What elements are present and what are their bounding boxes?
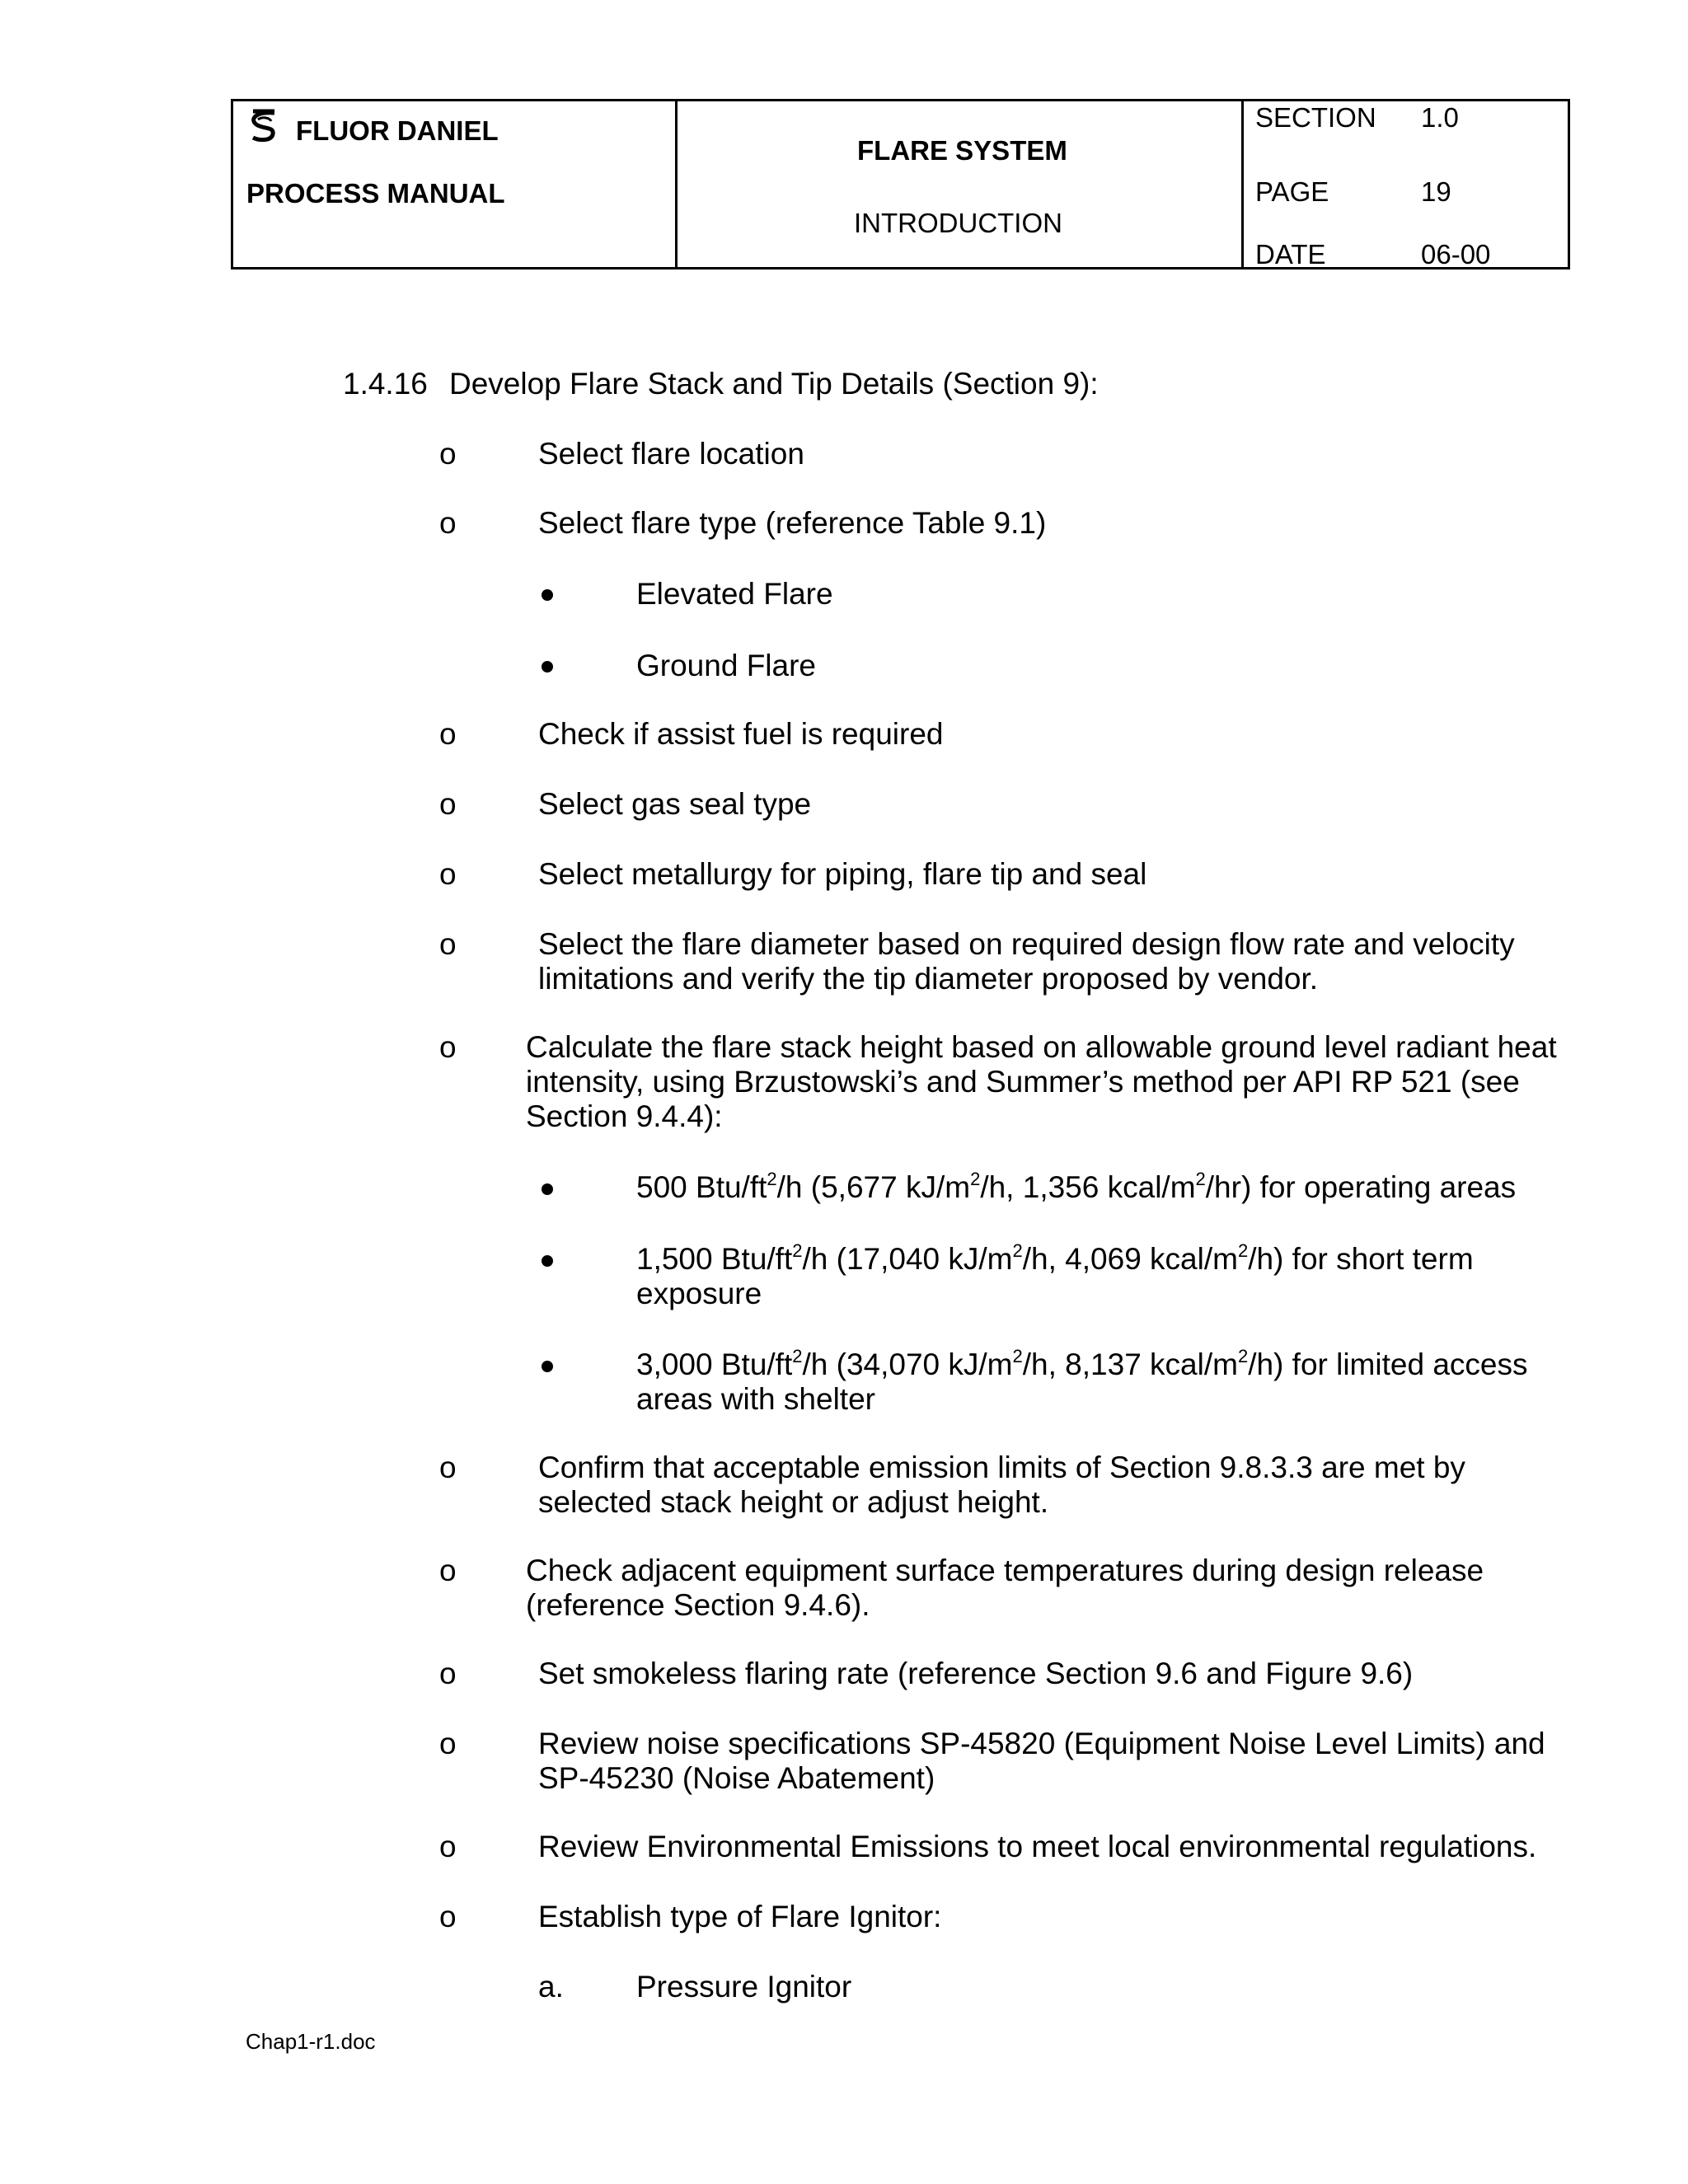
bullet bbox=[542, 661, 553, 673]
superscript: 2 bbox=[1012, 1240, 1023, 1261]
bullet bbox=[542, 1183, 553, 1195]
superscript: 2 bbox=[792, 1345, 803, 1366]
list-item-line: SP-45230 (Noise Abatement) bbox=[538, 1761, 935, 1795]
list-item-line: Review noise specifications SP-45820 (Equipment Noise Level Limits) and bbox=[538, 1727, 1545, 1760]
bullet bbox=[542, 1255, 553, 1267]
date-value: 06-00 bbox=[1421, 239, 1491, 269]
list-marker: o bbox=[439, 1830, 457, 1863]
list-item-line: Confirm that acceptable emission limits of Section 9.8.3.3 are met by bbox=[538, 1451, 1465, 1484]
list-item: Set smokeless flaring rate (reference Section 9.6 and Figure 9.6) bbox=[538, 1657, 1414, 1690]
radiation-text: /h, 4,069 kcal/m bbox=[1022, 1242, 1238, 1276]
sub-item-marker: a. bbox=[538, 1970, 564, 2004]
radiation-text: /h (17,040 kJ/m bbox=[802, 1242, 1013, 1276]
radiation-item bbox=[636, 1242, 1474, 1277]
list-item: Review Environmental Emissions to meet local environmental regulations. bbox=[538, 1830, 1537, 1863]
manual-name: PROCESS MANUAL bbox=[246, 178, 505, 209]
superscript: 2 bbox=[1237, 1240, 1249, 1261]
list-marker: o bbox=[439, 1451, 457, 1484]
list-marker: o bbox=[439, 1727, 457, 1760]
fluor-daniel-logo-icon bbox=[246, 106, 279, 144]
bullet bbox=[542, 589, 553, 601]
superscript: 2 bbox=[1237, 1345, 1249, 1366]
footer-filename: Chap1-r1.doc bbox=[246, 2029, 376, 2054]
list-marker: o bbox=[439, 927, 457, 961]
sub-item: Ground Flare bbox=[636, 649, 816, 682]
company-name: FLUOR DANIEL bbox=[296, 115, 499, 146]
list-marker: o bbox=[439, 787, 457, 821]
list-item: Check if assist fuel is required bbox=[538, 717, 944, 751]
section-number: 1.4.16 bbox=[343, 367, 428, 401]
page-value: 19 bbox=[1421, 176, 1451, 207]
list-item-line: Select the flare diameter based on required design flow rate and velocity bbox=[538, 927, 1515, 961]
radiation-text: /h (34,070 kJ/m bbox=[802, 1347, 1013, 1381]
list-marker: o bbox=[439, 1900, 457, 1933]
list-item: Select flare location bbox=[538, 437, 804, 471]
list-item-line: Section 9.4.4): bbox=[526, 1099, 723, 1133]
sub-item: Pressure Ignitor bbox=[636, 1970, 852, 2004]
list-item: Select gas seal type bbox=[538, 787, 812, 821]
list-marker: o bbox=[439, 717, 457, 751]
list-marker: o bbox=[439, 1554, 457, 1587]
radiation-item bbox=[636, 1170, 1516, 1205]
radiation-text: /h, 1,356 kcal/m bbox=[980, 1170, 1196, 1204]
superscript: 2 bbox=[970, 1168, 981, 1189]
bullet bbox=[542, 1361, 553, 1372]
list-item-line: (reference Section 9.4.6). bbox=[526, 1588, 870, 1622]
list-marker: o bbox=[439, 1657, 457, 1690]
radiation-text: 3,000 Btu/ft bbox=[636, 1347, 793, 1381]
list-item: Select flare type (reference Table 9.1) bbox=[538, 506, 1047, 540]
document-subtitle: INTRODUCTION bbox=[854, 208, 1062, 238]
section-label: SECTION bbox=[1255, 102, 1376, 133]
radiation-item bbox=[636, 1347, 1527, 1382]
list-marker: o bbox=[439, 437, 457, 471]
list-marker: o bbox=[439, 506, 457, 540]
radiation-item-line: areas with shelter bbox=[636, 1382, 875, 1416]
date-label: DATE bbox=[1255, 239, 1326, 269]
list-marker: o bbox=[439, 1030, 457, 1064]
list-item: Establish type of Flare Ignitor: bbox=[538, 1900, 942, 1933]
header-divider bbox=[675, 101, 678, 267]
radiation-text: 500 Btu/ft bbox=[636, 1170, 767, 1204]
radiation-text: /h (5,677 kJ/m bbox=[776, 1170, 971, 1204]
list-item-line: selected stack height or adjust height. bbox=[538, 1485, 1049, 1519]
radiation-item-line: exposure bbox=[636, 1277, 762, 1310]
radiation-text: /h) for short term bbox=[1248, 1242, 1474, 1276]
page-label: PAGE bbox=[1255, 176, 1329, 207]
list-item-line: intensity, using Brzustowski’s and Summer’s method per API RP 521 (see bbox=[526, 1065, 1520, 1099]
radiation-text: /h) for limited access bbox=[1248, 1347, 1528, 1381]
header-divider bbox=[1241, 101, 1244, 267]
list-item-line: Calculate the flare stack height based on allowable ground level radiant heat bbox=[526, 1030, 1557, 1064]
list-item: Select metallurgy for piping, flare tip and seal bbox=[538, 857, 1147, 891]
list-marker: o bbox=[439, 857, 457, 891]
section-value: 1.0 bbox=[1421, 102, 1459, 133]
list-item-line: Check adjacent equipment surface temperatures during design release bbox=[526, 1554, 1484, 1587]
superscript: 2 bbox=[1195, 1168, 1206, 1189]
superscript: 2 bbox=[792, 1240, 803, 1261]
sub-item: Elevated Flare bbox=[636, 577, 833, 611]
document-title: FLARE SYSTEM bbox=[857, 135, 1067, 166]
radiation-text: /hr) for operating areas bbox=[1205, 1170, 1517, 1204]
radiation-text: 1,500 Btu/ft bbox=[636, 1242, 793, 1276]
list-item-line: limitations and verify the tip diameter proposed by vendor. bbox=[538, 962, 1319, 996]
superscript: 2 bbox=[767, 1168, 777, 1189]
superscript: 2 bbox=[1012, 1345, 1023, 1366]
radiation-text: /h, 8,137 kcal/m bbox=[1022, 1347, 1238, 1381]
header-table bbox=[231, 99, 1570, 269]
section-heading: Develop Flare Stack and Tip Details (Section 9): bbox=[449, 367, 1099, 401]
